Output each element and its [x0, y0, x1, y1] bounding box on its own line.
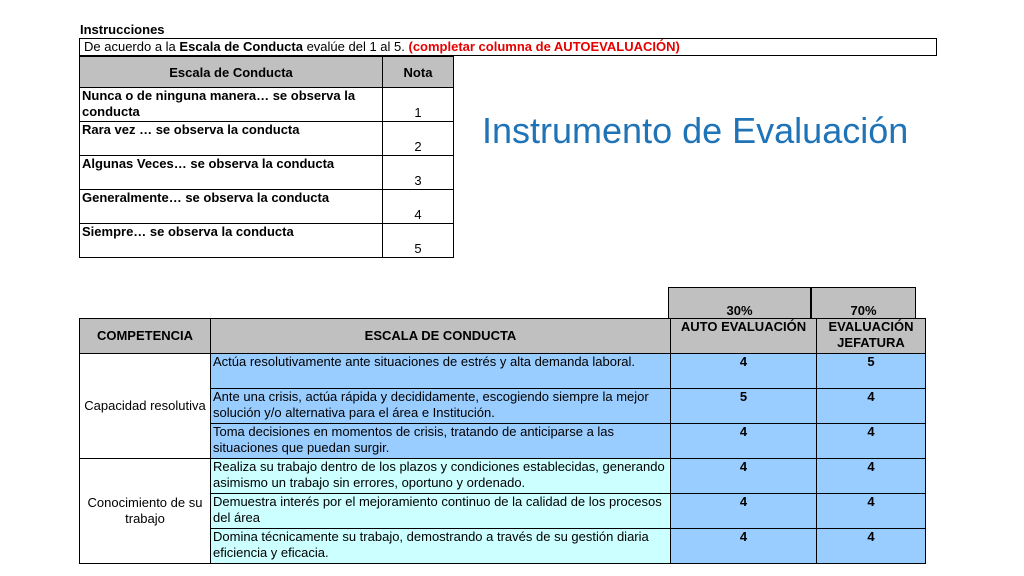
- header-evaluacion-jefatura: EVALUACIÓN JEFATURA: [817, 319, 926, 354]
- auto-evaluacion-cell[interactable]: 4: [671, 494, 817, 529]
- scale-nota: 5: [383, 224, 454, 258]
- table-row: [80, 354, 926, 389]
- instructions-text-post: evalúe del 1 al 5.: [302, 39, 409, 54]
- scale-table: [79, 56, 454, 258]
- scale-nota: 4: [383, 190, 454, 224]
- scale-header-nota: Nota: [383, 57, 454, 88]
- auto-evaluacion-cell[interactable]: 4: [671, 424, 817, 459]
- jefatura-cell: 4: [817, 424, 926, 459]
- jefatura-cell: 4: [817, 459, 926, 494]
- competencia-cell: Capacidad resolutiva: [80, 354, 211, 459]
- conducta-cell: Toma decisiones en momentos de crisis, tratando de anticiparse a las situaciones que puedan surgir.: [211, 424, 671, 459]
- auto-evaluacion-cell[interactable]: 4: [671, 529, 817, 564]
- scale-desc: Siempre… se observa la conducta: [80, 224, 383, 258]
- scale-nota: 3: [383, 156, 454, 190]
- conducta-cell: Ante una crisis, actúa rápida y decididamente, escogiendo siempre la mejor solución y/o alternativa para el área e Institución.: [211, 389, 671, 424]
- scale-row: [80, 122, 454, 156]
- jefatura-cell: 4: [817, 529, 926, 564]
- scale-row: [80, 190, 454, 224]
- auto-evaluacion-cell[interactable]: 4: [671, 459, 817, 494]
- evaluation-table: [79, 318, 926, 564]
- page-title: Instrumento de Evaluación: [482, 110, 909, 151]
- scale-nota: 1: [383, 88, 454, 122]
- instructions-text-bold: Escala de Conducta: [179, 39, 303, 54]
- instructions-text-red: (completar columna de AUTOEVALUACIÓN): [408, 39, 680, 54]
- scale-desc: Generalmente… se observa la conducta: [80, 190, 383, 224]
- conducta-cell: Domina técnicamente su trabajo, demostrando a través de su gestión diaria eficiencia y eficacia.: [211, 529, 671, 564]
- jefatura-cell: 4: [817, 494, 926, 529]
- weight-auto: 30%: [668, 287, 811, 319]
- header-escala-conducta: ESCALA DE CONDUCTA: [211, 319, 671, 354]
- conducta-cell: Demuestra interés por el mejoramiento continuo de la calidad de los procesos del área: [211, 494, 671, 529]
- auto-evaluacion-cell[interactable]: 4: [671, 354, 817, 389]
- conducta-cell: Actúa resolutivamente ante situaciones de estrés y alta demanda laboral.: [211, 354, 671, 389]
- header-competencia: COMPETENCIA: [80, 319, 211, 354]
- weight-jefatura: 70%: [811, 287, 916, 319]
- scale-row: [80, 224, 454, 258]
- scale-desc: Rara vez … se observa la conducta: [80, 122, 383, 156]
- auto-evaluacion-cell[interactable]: 5: [671, 389, 817, 424]
- scale-nota: 2: [383, 122, 454, 156]
- header-auto-evaluacion: AUTO EVALUACIÓN: [671, 319, 817, 354]
- table-row: [80, 459, 926, 494]
- jefatura-cell: 4: [817, 389, 926, 424]
- scale-row: [80, 156, 454, 190]
- instructions-text-pre: De acuerdo a la: [84, 39, 180, 54]
- conducta-cell: Realiza su trabajo dentro de los plazos y condiciones establecidas, generando asimismo un trabajo sin errores, oportuno y ordenado.: [211, 459, 671, 494]
- scale-desc: Algunas Veces… se observa la conducta: [80, 156, 383, 190]
- jefatura-cell: 5: [817, 354, 926, 389]
- instructions-label: Instrucciones: [80, 22, 165, 37]
- scale-desc: Nunca o de ninguna manera… se observa la conducta: [80, 88, 383, 122]
- competencia-cell: Conocimiento de su trabajo: [80, 459, 211, 564]
- scale-row: [80, 88, 454, 122]
- instructions-text: [79, 38, 937, 56]
- scale-header-escala: Escala de Conducta: [80, 57, 383, 88]
